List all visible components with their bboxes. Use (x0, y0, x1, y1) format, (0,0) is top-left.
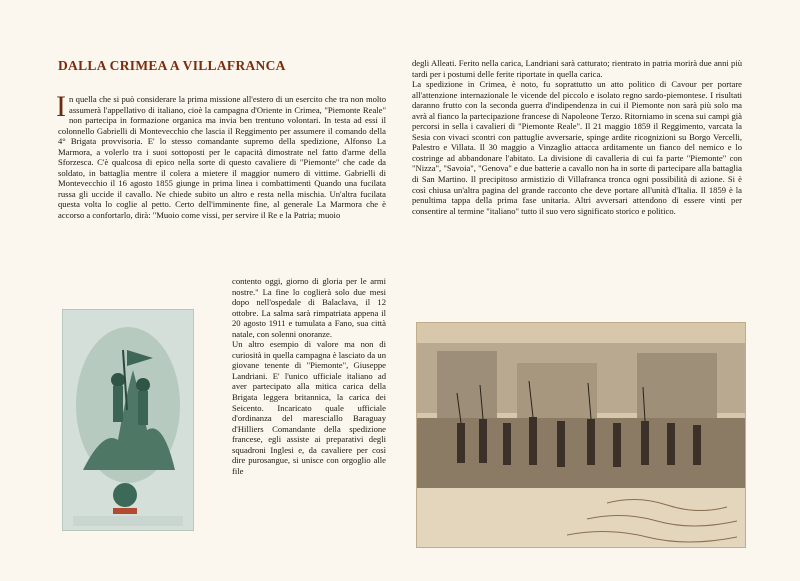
left-paragraph-1 (56, 90, 386, 221)
left-paragraph-1-text: n quella che si può considerare la prima missione all'estero di un esercito che tra non molto assumerà l'appellativo di italiano, cioè la campagna d'Oriente in Crimea, "Piemonte Reale" non partecipa in formazione organica ma invia ben trentuno volontari. In testa ad essi il colonnello Gabrielli di Montevecchio che lascia il Reggimento per assumere il comando della 4° Brigata provvisoria. E' lo stesso comandante supremo della spedizione, Alfonso La Marmora, a volerlo tra i suoi sottoposti per le capacità dimostrate nel fatto d'arme della Sforzesca. C'è qualcosa di epico nella sorte di questo cavaliere di "Piemonte" che cade da soldato, in battaglia mentre il colera a mietere il maggior numero di vittime. Gabrielli di Montevecchio il 16 agosto 1855 giunge in prima linea i combattimenti Quando una fucilata russa gli uccide il cavallo. Ne chiede subito un altro e resta nella mischia. Un'altra fucilata questa volta lo coglie al petto. Certo dell'imminente fine, al generale La Marmora che è accorso a confortarlo, dirà: "Muoio come vissi, per servire il Re e la Patria; muoio (58, 94, 386, 221)
illustration-left (62, 309, 194, 531)
left-lower-paragraph-1: contento oggi, giorno di gloria per le armi nostre." La fine lo coglierà solo due mesi dopo nell'ospedale di Balaclava, il 12 ottobre. La salma sarà rimpatriata appena il 20 agosto 1911 e tumulata a Fano, sua città natale, con solenni onoranze. (232, 276, 386, 339)
photo-postcard (416, 322, 746, 548)
right-paragraph-1: degli Alleati. Ferito nella carica, Landriani sarà catturato; rientrato in patria morirà due anni più tardi per i postumi delle ferite riportate in quella carica. (412, 58, 742, 79)
cavalry-photo-image (417, 323, 745, 547)
left-lower-column (232, 276, 386, 476)
right-column (412, 58, 742, 216)
engraving-image (63, 310, 193, 530)
left-column (56, 90, 386, 221)
article-title: DALLA CRIMEA A VILLAFRANCA (58, 58, 286, 73)
right-paragraph-2: La spedizione in Crimea, è noto, fu soprattutto un atto politico di Cavour per portare all'attenzione internazionale le vicende del piccolo e isolato regno sardo-piemontese. I risultati daranno frutto con la seconda guerra d'indipendenza in cui il Piemonte non sarà più solo ma avrà al fianco la partecipazione francese di Napoleone Terzo. Ritorniamo in scena sui campi già percorsi in sella i cavalieri di "Piemonte Reale". Il 21 maggio 1859 il Reggimento, varcata la Sesia con vivaci scontri con pattuglie avversarie, spinge ardite ricognizioni su Borgo Vercelli, Palestro e Villata. Il 30 maggio a Vinzaglio attacca arditamente un fianco del nemico e lo costringe ad abbandonare l'abitato. La divisione di cavalleria di cui fa parte "Piemonte" con "Nizza", "Savoia", "Genova" e due batterie a cavallo non ha in sorte di partecipare alla battaglia di San Martino. Il precipitoso armistizio di Villafranca tronca ogni possibilità di azione. Si è così chiusa un'altra pagina del grande racconto che deve portare all'unità d'Italia. Il 1859 è la penultima tappa della prima fase unitaria. Altri avversari attendono di essere vinti per consentire al termine "italiano" tutto il suo vero significato storico e politico. (412, 79, 742, 216)
drop-cap: I (56, 90, 66, 123)
left-lower-paragraph-2: Un altro esempio di valore ma non di curiosità in quella campagna è lasciato da un giovane tenente di "Piemonte", Giuseppe Landriani. E' l'unico ufficiale italiano ad aver partecipato alla mitica carica della Brigata leggera britannica, la carica dei Seicento. Incaricato quale ufficiale d'ordinanza del maresciallo Baraguay d'Hilliers Comandante della spedizione francese, egli assiste ai preparativi degli squadroni Inglesi e, da cavaliere per così dire purosangue, si unisce con orgoglio alle file (232, 339, 386, 476)
